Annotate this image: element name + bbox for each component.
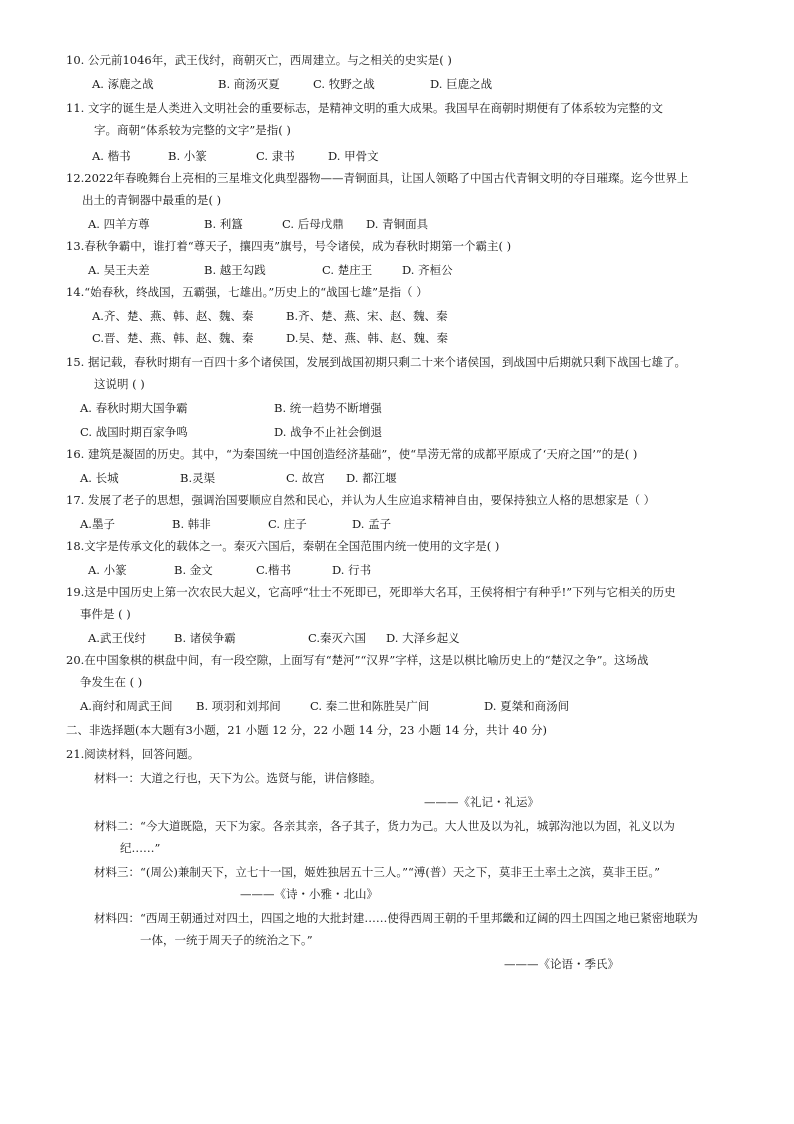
material-2-line1: 材料二：“今大道既隐，天下为家。各亲其亲，各子其子，货力为己。大人世及以为礼，城郭沟池以为固，礼义以为 (94, 819, 675, 833)
question-19-option-b: B. 诸侯争霸 (174, 631, 236, 645)
question-12-option-d: D. 青铜面具 (366, 217, 429, 231)
question-15-stem-line2: 这说明 ( ) (94, 377, 145, 391)
question-11-stem-line2: 字。商朝“体系较为完整的文字”是指( ) (94, 123, 291, 137)
question-14-option-a: A.齐、楚、燕、韩、赵、魏、秦 (92, 309, 254, 323)
question-17-option-b: B. 韩非 (172, 517, 211, 531)
question-16-option-d: D. 都江堰 (346, 471, 397, 485)
question-17-option-d: D. 孟子 (352, 517, 392, 531)
question-20-option-d: D. 夏桀和商汤间 (484, 699, 570, 713)
question-21-stem: 21.阅读材料，回答问题。 (66, 747, 200, 761)
question-18-option-d: D. 行书 (332, 563, 372, 577)
question-16-stem: 16. 建筑是凝固的历史。其中，“为秦国统一中国创造经济基础”，使“旱涝无常的成都平原成了‘天府之国’”的是( ) (66, 447, 638, 461)
question-15-option-b: B. 统一趋势不断增强 (274, 401, 382, 415)
material-4-source: ———《论语・季氏》 (504, 957, 619, 971)
question-20-option-a: A.商纣和周武王间 (80, 699, 173, 713)
question-10-stem: 10. 公元前1046年，武王伐纣，商朝灭亡，西周建立。与之相关的史实是( ) (66, 53, 452, 67)
material-4-line2: 一体，一统于周天子的统治之下。” (140, 933, 313, 947)
question-19-option-a: A.武王伐纣 (88, 631, 146, 645)
question-20-option-c: C. 秦二世和陈胜吴广间 (310, 699, 430, 713)
question-20-stem-line1: 20.在中国象棋的棋盘中间，有一段空隙，上面写有“楚河”“汉界”字样，这是以棋比喻历史上的“楚汉之争”。这场战 (66, 653, 649, 667)
question-14-option-d: D.吴、楚、燕、韩、赵、魏、秦 (286, 331, 448, 345)
question-13-option-c: C. 楚庄王 (322, 263, 373, 277)
question-11-option-d: D. 甲骨文 (328, 149, 379, 163)
question-14-option-c: C.晋、楚、燕、韩、赵、魏、秦 (92, 331, 254, 345)
question-18-stem: 18.文字是传承文化的载体之一。秦灭六国后，秦朝在全国范围内统一使用的文字是( ) (66, 539, 500, 553)
question-11-option-a: A. 楷书 (92, 149, 131, 163)
material-4-line1: 材料四：“西周王朝通过对四土，四国之地的大批封建……使得西周王朝的千里邦畿和辽阔的四土四国之地已紧密地联为 (94, 911, 698, 925)
question-13-option-a: A. 吴王夫差 (88, 263, 150, 277)
question-11-stem-line1: 11. 文字的诞生是人类进入文明社会的重要标志，是精神文明的重大成果。我国早在商朝时期便有了体系较为完整的文 (66, 101, 663, 115)
question-17-stem: 17. 发展了老子的思想，强调治国要顺应自然和民心，并认为人生应追求精神自由，要保持独立人格的思想家是（ ） (66, 493, 656, 507)
question-15-option-d: D. 战争不止社会倒退 (274, 425, 383, 439)
material-3-source: ———《诗・小雅・北山》 (240, 887, 378, 901)
material-1: 材料一：大道之行也，天下为公。选贤与能，讲信修睦。 (94, 771, 382, 785)
question-19-stem-line1: 19.这是中国历史上第一次农民大起义，它高呼“壮士不死即已，死即举大名耳，王侯将相宁有种乎!”下列与它相关的历史 (66, 585, 676, 599)
question-10-option-b: B. 商汤灭夏 (218, 77, 280, 91)
question-11-option-c: C. 隶书 (256, 149, 295, 163)
question-10-option-c: C. 牧野之战 (313, 77, 375, 91)
question-16-option-a: A. 长城 (80, 471, 119, 485)
question-13-option-b: B. 越王勾践 (204, 263, 266, 277)
question-10-option-a: A. 涿鹿之战 (92, 77, 154, 91)
material-1-source: ———《礼记・礼运》 (424, 795, 539, 809)
question-11-option-b: B. 小篆 (168, 149, 207, 163)
question-19-stem-line2: 事件是 ( ) (80, 607, 131, 621)
question-13-stem: 13.春秋争霸中，谁打着“尊天子，攘四夷”旗号，号令诸侯，成为春秋时期第一个霸主( ) (66, 239, 512, 253)
question-10-option-d: D. 巨鹿之战 (430, 77, 493, 91)
question-13-option-d: D. 齐桓公 (402, 263, 453, 277)
question-19-option-d: D. 大泽乡起义 (386, 631, 460, 645)
question-16-option-b: B.灵渠 (180, 471, 216, 485)
question-12-stem-line2: 出土的青铜器中最重的是( ) (82, 193, 222, 207)
question-18-option-b: B. 金文 (174, 563, 213, 577)
question-15-option-c: C. 战国时期百家争鸣 (80, 425, 188, 439)
material-2-line2: 纪……” (120, 841, 161, 855)
material-3: 材料三：“(周公)兼制天下，立七十一国，姬姓独居五十三人。”“溥(普）天之下，莫非王土率土之滨，莫非王臣。” (94, 865, 660, 879)
question-12-option-c: C. 后母戊鼎 (282, 217, 344, 231)
question-14-stem: 14.“始春秋，终战国，五霸强，七雄出。”历史上的“战国七雄”是指（ ） (66, 285, 428, 299)
question-15-option-a: A. 春秋时期大国争霸 (80, 401, 188, 415)
question-16-option-c: C. 故宫 (286, 471, 325, 485)
question-17-option-c: C. 庄子 (268, 517, 307, 531)
question-12-stem-line1: 12.2022年春晚舞台上亮相的三星堆文化典型器物——青铜面具，让国人领略了中国古代青铜文明的夺目璀璨。迄今世界上 (66, 171, 689, 185)
question-18-option-c: C.楷书 (256, 563, 292, 577)
question-14-option-b: B.齐、楚、燕、宋、赵、魏、秦 (286, 309, 448, 323)
section-2-heading: 二、非选择题(本大题有3小题，21 小题 12 分，22 小题 14 分，23 小题 14 分，共计 40 分) (66, 723, 547, 737)
question-12-option-b: B. 利簋 (204, 217, 243, 231)
question-18-option-a: A. 小篆 (88, 563, 127, 577)
question-20-option-b: B. 项羽和刘邦间 (196, 699, 281, 713)
question-19-option-c: C.秦灭六国 (308, 631, 367, 645)
question-17-option-a: A.墨子 (80, 517, 115, 531)
question-12-option-a: A. 四羊方尊 (88, 217, 150, 231)
question-20-stem-line2: 争发生在 ( ) (80, 675, 143, 689)
question-15-stem-line1: 15. 据记载，春秋时期有一百四十多个诸侯国，发展到战国初期只剩二十来个诸侯国，到战国中后期就只剩下战国七雄了。 (66, 355, 686, 369)
